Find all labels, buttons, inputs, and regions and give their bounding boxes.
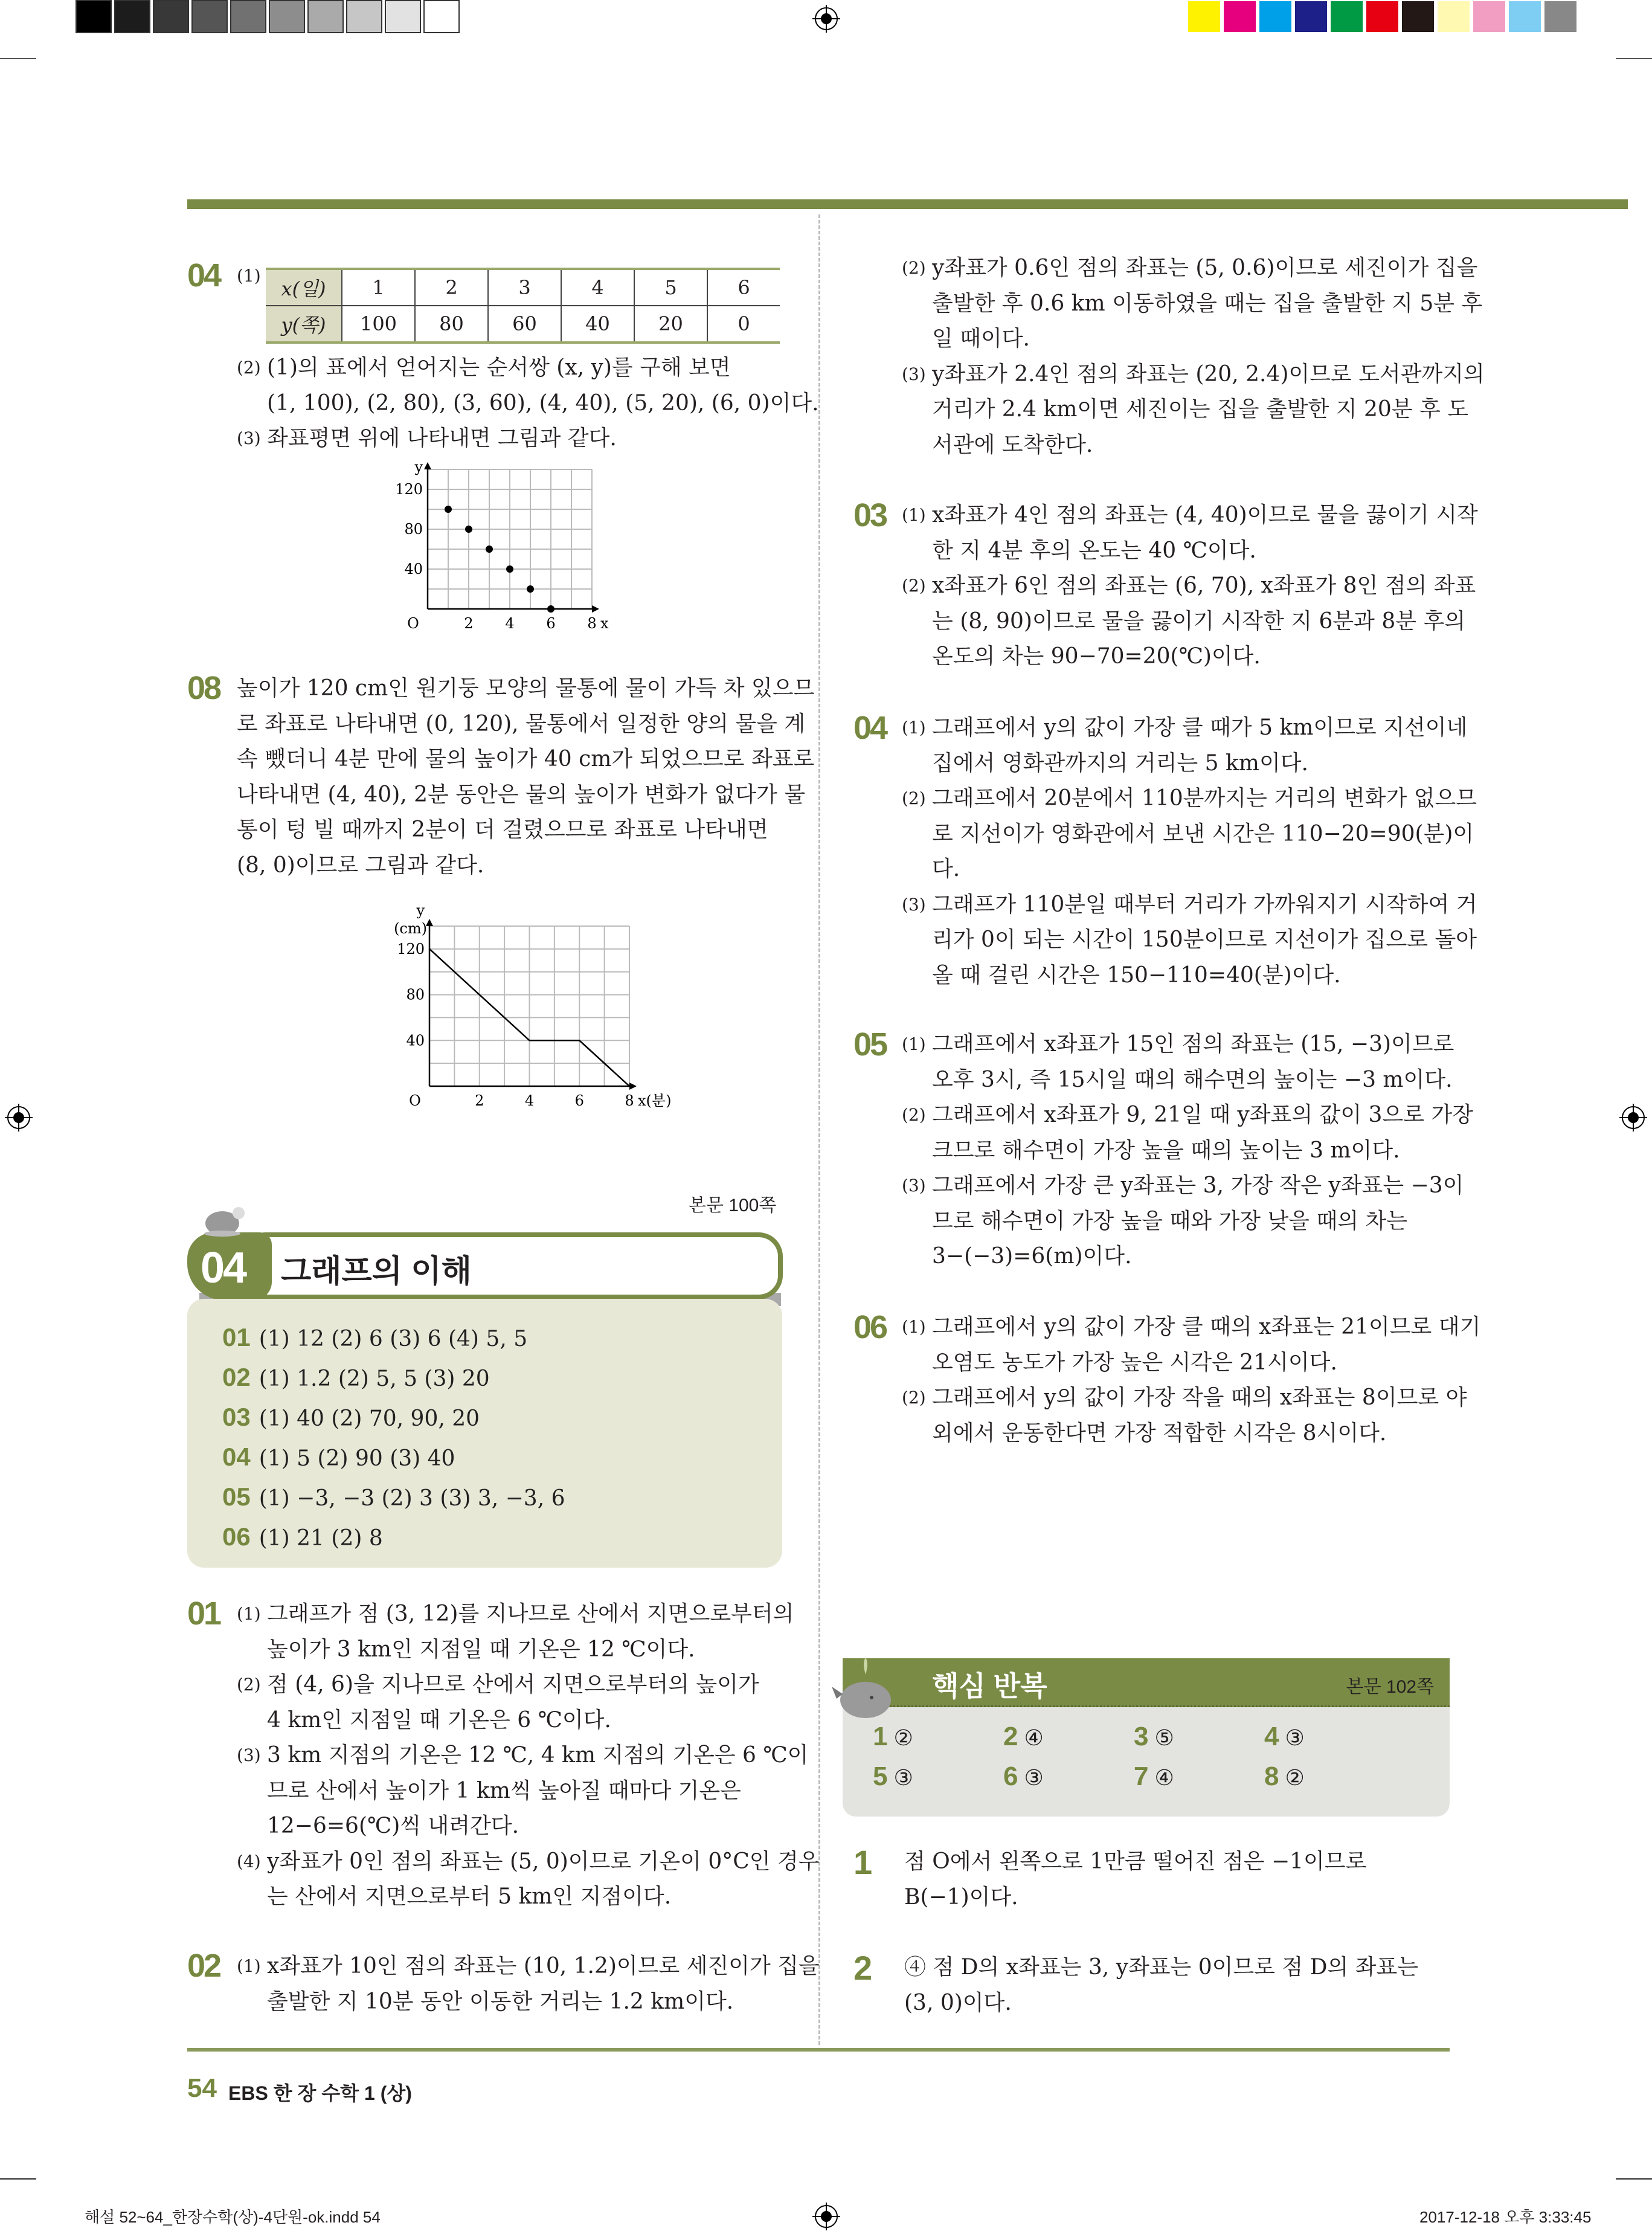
x-axis-label: x(분) xyxy=(638,1092,672,1109)
text-line: 한 지 4분 후의 온도는 40 ℃이다. xyxy=(932,538,1256,563)
item-label: (1) xyxy=(237,1604,261,1624)
core-answer-choice: ④ xyxy=(1154,1766,1174,1791)
text-line: 오후 3시, 즉 15시일 때의 해수면의 높이는 −3 m이다. xyxy=(932,1067,1453,1092)
text-line: (8, 0)이므로 그림과 같다. xyxy=(237,852,484,878)
color-swatch xyxy=(1258,0,1293,33)
gray-swatch xyxy=(230,0,266,33)
core-answer-number: 1 xyxy=(873,1722,888,1751)
table-cell: 60 xyxy=(488,306,561,343)
core-answer-number: 4 xyxy=(1264,1722,1279,1751)
gray-swatch xyxy=(153,0,189,33)
text-line: 로 지선이가 영화관에서 보낸 시간은 110−20=90(분)이 xyxy=(932,821,1474,846)
crop-mark xyxy=(0,2178,36,2180)
text-line: 4 km인 지점일 때 기온은 6 ℃이다. xyxy=(267,1707,611,1733)
gray-swatch xyxy=(76,0,112,33)
question-number: 03 xyxy=(853,497,887,533)
crop-mark xyxy=(0,58,36,59)
core-answer xyxy=(1003,1762,1044,1792)
core-answer-choice: ③ xyxy=(893,1766,913,1791)
text-line: 출발한 후 0.6 km 이동하였을 때는 집을 출발한 지 5분 후 xyxy=(932,291,1483,316)
color-swatch xyxy=(1187,0,1221,33)
answer-row xyxy=(222,1323,527,1352)
answer-row xyxy=(222,1482,565,1511)
text-line: 크므로 해수면이 가장 높을 때의 높이는 3 m이다. xyxy=(932,1138,1400,1163)
table-row xyxy=(266,269,780,306)
list-item xyxy=(902,568,1478,675)
text-line: 올 때 걸린 시간은 150−110=40(분)이다. xyxy=(932,962,1341,988)
list-item xyxy=(237,1597,820,1667)
core-answer xyxy=(1264,1762,1305,1792)
answer-number: 04 xyxy=(222,1443,251,1471)
line-graph xyxy=(362,888,672,1109)
x-tick-label: 4 xyxy=(505,615,515,632)
list-item xyxy=(902,1380,1480,1451)
registration-mark-icon xyxy=(812,2203,840,2230)
core-answer xyxy=(1003,1722,1044,1752)
item-label: (3) xyxy=(237,1745,261,1765)
item-label: (2) xyxy=(237,358,261,378)
table-cell: 100 xyxy=(342,306,415,343)
text-line: 출발한 지 10분 동안 이동한 거리는 1.2 km이다. xyxy=(267,1989,734,2014)
question-number: 1 xyxy=(853,1843,871,1881)
core-review-header xyxy=(843,1658,1450,1707)
data-point xyxy=(445,506,452,513)
text-line: (1)의 표에서 얻어지는 순서쌍 (x, y)를 구해 보면 xyxy=(267,355,731,380)
core-review-box xyxy=(843,1658,1450,1817)
list-item xyxy=(902,1310,1481,1380)
core-answer xyxy=(1264,1722,1305,1752)
core-answer-choice: ② xyxy=(1285,1766,1305,1791)
text-line: 3 km 지점의 기온은 12 ℃, 4 km 지점의 기온은 6 ℃이 xyxy=(267,1743,809,1768)
list-item xyxy=(902,1098,1473,1168)
origin-label: O xyxy=(407,615,419,632)
core-answer xyxy=(873,1762,913,1792)
question-02-body xyxy=(237,1949,820,2020)
list-item xyxy=(237,1949,820,2020)
table-cell: 6 xyxy=(707,269,780,306)
item-label: (1) xyxy=(902,1317,926,1337)
text-line: 그래프에서 y의 값이 가장 작을 때의 x좌표는 8이므로 야 xyxy=(932,1385,1467,1410)
list-item xyxy=(902,1027,1473,1098)
color-swatch xyxy=(1401,0,1435,33)
table-cell: 3 xyxy=(488,269,561,306)
data-point xyxy=(547,605,554,613)
table-cell: 4 xyxy=(561,269,634,306)
question-number: 2 xyxy=(853,1949,871,1987)
answer-row xyxy=(222,1443,455,1472)
x-axis-label: x xyxy=(600,615,609,632)
text-line: 므로 산에서 높이가 1 km씩 높아질 때마다 기온은 xyxy=(267,1778,741,1803)
text-line: 집에서 영화관까지의 거리는 5 km이다. xyxy=(932,750,1308,776)
crop-mark xyxy=(1616,58,1652,59)
question-05-body xyxy=(902,1027,1473,1275)
gray-swatch xyxy=(423,0,460,33)
x-axis-arrow-icon xyxy=(592,605,599,613)
y-tick-label: 40 xyxy=(406,1032,425,1049)
origin-label: O xyxy=(409,1092,421,1109)
x-tick-label: 6 xyxy=(546,615,556,632)
core-answer xyxy=(1134,1762,1174,1792)
turtle-icon xyxy=(199,1196,248,1238)
value-table xyxy=(266,268,780,344)
gray-swatch xyxy=(269,0,305,33)
text-line: y좌표가 0.6인 점의 좌표는 (5, 0.6)이므로 세진이가 집을 xyxy=(932,256,1478,280)
table-cell: 1 xyxy=(342,269,415,306)
scatter-graph xyxy=(362,459,616,640)
question-02-continued xyxy=(902,251,1485,463)
text-line: 므로 해수면이 가장 높을 때와 가장 낮을 때의 차는 xyxy=(932,1208,1408,1234)
y-tick-label: 80 xyxy=(406,986,425,1003)
list-item xyxy=(902,498,1478,568)
data-point xyxy=(506,565,513,573)
slug-filename: 해설 52~64_한장수학(상)-4단원-ok.indd 54 xyxy=(85,2208,381,2226)
core-answer-choice: ④ xyxy=(1024,1726,1044,1751)
color-swatch xyxy=(1365,0,1400,33)
core-answer-number: 5 xyxy=(873,1762,888,1791)
data-point xyxy=(527,585,534,593)
question-number: 04 xyxy=(187,257,220,294)
page-reference: 본문 102쪽 xyxy=(1346,1677,1434,1697)
x-tick-label: 2 xyxy=(464,615,474,632)
page-number: 54 xyxy=(187,2073,217,2103)
item-label: (1) xyxy=(902,1034,926,1054)
answer-row xyxy=(222,1403,480,1432)
item-label: (2) xyxy=(902,1105,926,1125)
text-line: (1, 100), (2, 80), (3, 60), (4, 40), (5, 20), (6, 0)이다. xyxy=(267,390,819,416)
core-answer xyxy=(1134,1722,1174,1752)
y-tick-label: 120 xyxy=(397,940,425,958)
slug-date: 2017-12-18 오후 3:33:45 xyxy=(1419,2208,1592,2226)
core-answer xyxy=(873,1722,913,1752)
item-label: (1) xyxy=(237,266,261,286)
text-line: 그래프에서 20분에서 110분까지는 거리의 변화가 없으므 xyxy=(932,786,1477,811)
question-01-body xyxy=(237,1597,820,1915)
list-item xyxy=(237,671,814,883)
x-tick-label: 2 xyxy=(475,1092,484,1109)
list-item xyxy=(902,1168,1473,1275)
text-line: 그래프에서 가장 큰 y좌표는 3, 가장 작은 y좌표는 −3이 xyxy=(932,1173,1464,1198)
color-swatch xyxy=(1508,0,1542,33)
text-line: 속 뺐더니 4분 만에 물의 높이가 40 cm가 되었으므로 좌표로 xyxy=(237,747,815,771)
color-swatch xyxy=(1472,0,1506,33)
list-item xyxy=(904,1844,1366,1915)
y-unit-label: (cm) xyxy=(394,920,427,937)
table-cell: 20 xyxy=(634,306,707,343)
list-item xyxy=(237,1738,820,1844)
gray-swatch xyxy=(346,0,382,33)
gray-swatch xyxy=(385,0,421,33)
question-number: 05 xyxy=(853,1026,887,1063)
text-line: 로 좌표로 나타내면 (0, 120), 물통에서 일정한 양의 물을 계 xyxy=(237,711,806,736)
text-line: 12−6=6(℃)씩 내려간다. xyxy=(267,1814,519,1838)
question-03-body xyxy=(902,498,1478,675)
color-swatch xyxy=(1329,0,1364,33)
item-label: (1) xyxy=(902,505,926,525)
registration-mark-icon xyxy=(812,5,840,33)
answer-number: 01 xyxy=(222,1323,251,1351)
gray-swatch xyxy=(191,0,228,33)
item-label: (3) xyxy=(902,894,926,915)
text-line: 3−(−3)=6(m)이다. xyxy=(932,1244,1132,1269)
text-line: 통이 텅 빌 때까지 2분이 더 걸렸으므로 좌표로 나타내면 xyxy=(237,817,768,842)
question-number: 06 xyxy=(853,1309,887,1345)
item-label: (3) xyxy=(902,364,926,384)
y-tick-label: 40 xyxy=(404,561,423,578)
data-point xyxy=(465,526,472,533)
registration-mark-icon xyxy=(5,1104,33,1131)
answer-number: 03 xyxy=(222,1403,251,1431)
answer-text: (1) 5 (2) 90 (3) 40 xyxy=(259,1446,455,1471)
text-line: 온도의 차는 90−70=20(℃)이다. xyxy=(932,644,1261,669)
text-line: x좌표가 10인 점의 좌표는 (10, 1.2)이므로 세진이가 집을 xyxy=(267,1954,820,1978)
x-tick-label: 4 xyxy=(524,1092,535,1109)
answer-text: (1) 21 (2) 8 xyxy=(259,1526,383,1551)
text-line: B(−1)이다. xyxy=(904,1884,1018,1910)
item-label: (4) xyxy=(237,1851,261,1872)
text-line: 다. xyxy=(932,857,960,881)
item-label: (3) xyxy=(237,428,261,448)
text-line: 그래프가 110분일 때부터 거리가 가까워지기 시작하여 거 xyxy=(932,892,1477,917)
answer-row xyxy=(222,1522,383,1551)
item-label: (1) xyxy=(902,718,926,738)
text-line: 높이가 3 km인 지점일 때 기온은 12 ℃이다. xyxy=(267,1637,695,1662)
y-axis-label: y xyxy=(416,902,425,919)
question-04-body xyxy=(237,350,819,457)
table-header-y: y(쪽) xyxy=(266,306,342,343)
text-line: 서관에 도착한다. xyxy=(932,432,1093,457)
list-item xyxy=(237,1667,820,1738)
table-row xyxy=(266,306,780,343)
answer-number: 06 xyxy=(222,1522,251,1551)
whale-icon xyxy=(831,1656,903,1723)
item-label: (2) xyxy=(237,1675,261,1695)
table-cell: 5 xyxy=(634,269,707,306)
question-number: 08 xyxy=(187,670,220,706)
core-answer-number: 2 xyxy=(1003,1722,1018,1751)
list-item xyxy=(902,357,1485,463)
item-label: (2) xyxy=(902,576,926,596)
table-cell: 40 xyxy=(561,306,634,343)
text-line: 점 O에서 왼쪽으로 1만큼 떨어진 점은 −1이므로 xyxy=(904,1849,1367,1874)
x-axis-arrow-icon xyxy=(629,1083,637,1090)
y-axis-arrow-icon xyxy=(424,462,431,469)
question-number: 04 xyxy=(853,710,887,746)
crop-mark xyxy=(1616,2178,1652,2180)
text-line: 리가 0이 되는 시간이 150분이므로 지선이가 집으로 돌아 xyxy=(932,927,1477,952)
text-line: 그래프가 점 (3, 12)를 지나므로 산에서 지면으로부터의 xyxy=(267,1601,794,1626)
core-answer-number: 3 xyxy=(1134,1722,1149,1751)
text-line: 는 산에서 지면으로부터 5 km인 지점이다. xyxy=(267,1884,672,1909)
text-line: 그래프에서 y의 값이 가장 클 때가 5 km이므로 지선이네 xyxy=(932,715,1468,740)
question-04-body xyxy=(902,710,1477,993)
core-review-title: 핵심 반복 xyxy=(932,1670,1047,1702)
list-item xyxy=(237,421,819,457)
text-line: x좌표가 6인 점의 좌표는 (6, 70), x좌표가 8인 점의 좌표 xyxy=(932,573,1476,598)
answer-text: (1) 12 (2) 6 (3) 6 (4) 5, 5 xyxy=(259,1327,528,1351)
text-line: 나타내면 (4, 40), 2분 동안은 물의 높이가 변화가 없다가 물 xyxy=(237,782,806,807)
list-item xyxy=(902,781,1477,887)
answer-summary-box xyxy=(187,1299,782,1568)
y-tick-label: 120 xyxy=(395,481,423,498)
list-item xyxy=(237,1844,820,1915)
answer-text: (1) 40 (2) 70, 90, 20 xyxy=(259,1406,480,1431)
item-label: (2) xyxy=(902,788,926,808)
core-question-1-body xyxy=(904,1844,1366,1915)
table-header-x: x(일) xyxy=(266,269,342,306)
answer-row xyxy=(222,1363,490,1392)
answer-text: (1) −3, −3 (2) 3 (3) 3, −3, 6 xyxy=(259,1486,565,1511)
item-label: (3) xyxy=(902,1176,926,1196)
footer-rule xyxy=(187,2048,1450,2052)
question-number: 02 xyxy=(187,1948,220,1984)
gray-swatch xyxy=(307,0,344,33)
color-swatch xyxy=(1294,0,1328,33)
text-line: 거리가 2.4 km이면 세진이는 집을 출발한 지 20분 후 도 xyxy=(932,397,1468,422)
core-answer-number: 6 xyxy=(1003,1762,1018,1791)
text-line: 점 (4, 6)을 지나므로 산에서 지면으로부터의 높이가 xyxy=(267,1672,759,1697)
section-number: 04 xyxy=(201,1244,246,1292)
header-bar xyxy=(187,199,1628,209)
item-label: (2) xyxy=(902,258,926,278)
item-label: (1) xyxy=(237,1956,261,1976)
list-item xyxy=(902,887,1477,994)
answer-text: (1) 1.2 (2) 5, 5 (3) 20 xyxy=(259,1366,490,1391)
text-line: 좌표평면 위에 나타내면 그림과 같다. xyxy=(267,426,617,451)
text-line: y좌표가 2.4인 점의 좌표는 (20, 2.4)이므로 도서관까지의 xyxy=(932,361,1485,387)
book-title: EBS 한 장 수학 1 (상) xyxy=(228,2082,412,2104)
core-answer-number: 8 xyxy=(1264,1762,1279,1791)
text-line: y좌표가 0인 점의 좌표는 (5, 0)이므로 기온이 0°C인 경우 xyxy=(267,1849,820,1874)
color-swatch xyxy=(1436,0,1471,33)
y-axis-label: y xyxy=(414,459,423,475)
text-line: ④ 점 D의 x좌표는 3, y좌표는 0이므로 점 D의 좌표는 xyxy=(904,1955,1419,1980)
core-answer-choice: ③ xyxy=(1285,1726,1305,1751)
text-line: 는 (8, 90)이므로 물을 끓이기 시작한 지 6분과 8분 후의 xyxy=(932,608,1466,634)
list-item xyxy=(904,1950,1418,2021)
question-06-body xyxy=(902,1310,1481,1451)
item-label: (2) xyxy=(902,1388,926,1408)
text-line: 외에서 운동한다면 가장 적합한 시각은 8시이다. xyxy=(932,1420,1387,1446)
gray-swatch xyxy=(114,0,150,33)
y-tick-label: 80 xyxy=(404,521,423,538)
table-cell: 0 xyxy=(707,306,780,343)
section-header xyxy=(187,1196,782,1293)
answer-number: 02 xyxy=(222,1363,251,1391)
x-tick-label: 8 xyxy=(587,615,597,632)
registration-mark-icon xyxy=(1619,1104,1647,1131)
core-answer-choice: ⑤ xyxy=(1154,1726,1174,1751)
section-title: 그래프의 이해 xyxy=(281,1254,472,1289)
core-answer-choice: ③ xyxy=(1024,1766,1044,1791)
x-tick-label: 6 xyxy=(574,1092,584,1109)
text-line: 그래프에서 x좌표가 15인 점의 좌표는 (15, −3)이므로 xyxy=(932,1032,1454,1057)
text-line: x좌표가 4인 점의 좌표는 (4, 40)이므로 물을 끓이기 시작 xyxy=(932,503,1478,527)
core-question-2-body xyxy=(904,1950,1418,2021)
list-item xyxy=(902,710,1477,781)
color-swatch xyxy=(1223,0,1257,33)
text-line: 오염도 농도가 가장 높은 시각은 21시이다. xyxy=(932,1350,1337,1375)
color-swatch xyxy=(1543,0,1578,33)
table-cell: 2 xyxy=(415,269,488,306)
question-08-body xyxy=(237,671,814,883)
core-answer-choice: ② xyxy=(893,1726,913,1751)
text-line: 그래프에서 y의 값이 가장 클 때의 x좌표는 21이므로 대기 xyxy=(932,1315,1481,1339)
table-cell: 80 xyxy=(415,306,488,343)
list-item xyxy=(237,350,819,421)
core-answer-number: 7 xyxy=(1134,1762,1149,1791)
question-number: 01 xyxy=(187,1595,220,1632)
text-line: 높이가 120 cm인 원기둥 모양의 물통에 물이 가득 차 있으므 xyxy=(237,676,815,701)
page-reference: 본문 100쪽 xyxy=(689,1196,777,1215)
text-line: 일 때이다. xyxy=(932,326,1030,351)
list-item xyxy=(902,251,1485,357)
text-line: 그래프에서 x좌표가 9, 21일 때 y좌표의 값이 3으로 가장 xyxy=(932,1102,1473,1127)
data-point xyxy=(486,546,493,553)
x-tick-label: 8 xyxy=(625,1092,634,1109)
text-line: (3, 0)이다. xyxy=(904,1990,1012,2015)
answer-number: 05 xyxy=(222,1482,251,1511)
